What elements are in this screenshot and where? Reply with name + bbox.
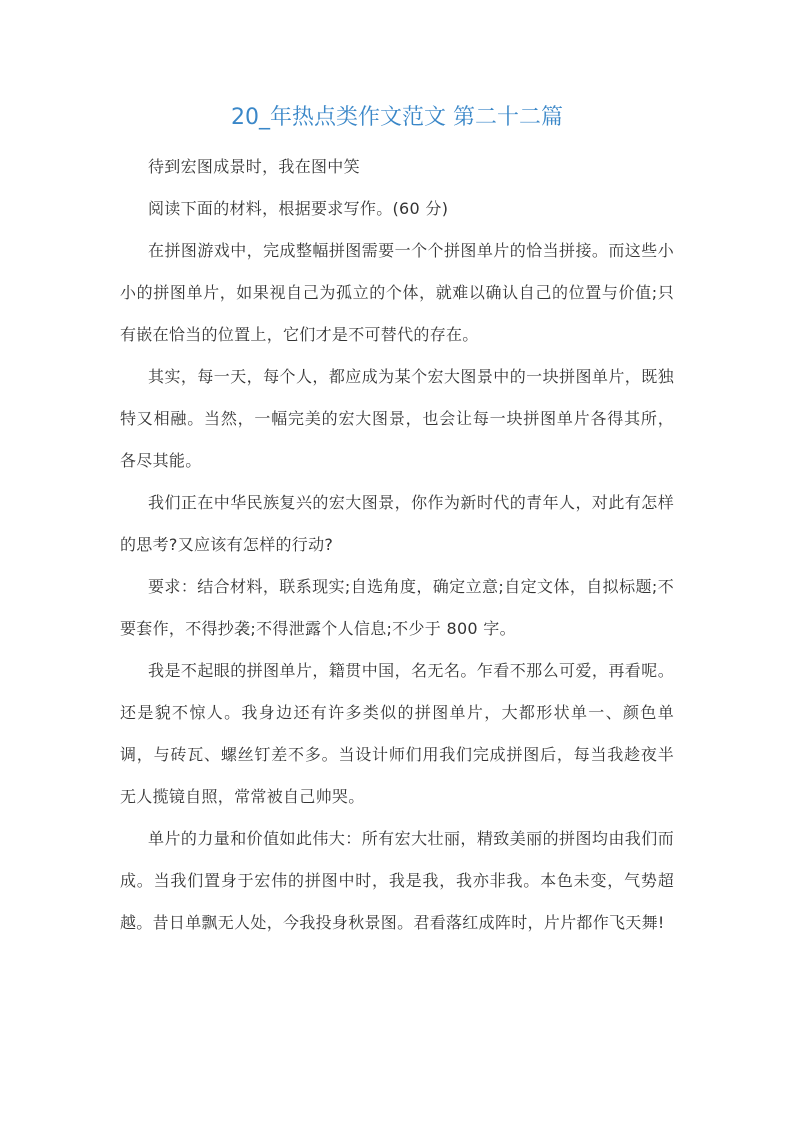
paragraph-requirements: 要求：结合材料，联系现实;自选角度，确定立意;自定文体，自拟标题;不要套作，不得抄袭;不得泄露个人信息;不少于 800 字。 <box>120 577 674 638</box>
paragraph-material-2: 其实，每一天，每个人，都应成为某个宏大图景中的一块拼图单片，既独特又相融。当然，一幅完美的宏大图景，也会让每一块拼图单片各得其所，各尽其能。 <box>120 367 674 470</box>
page-title: 20_年热点类作文范文 第二十二篇 <box>231 105 563 130</box>
paragraph-essay-2: 单片的力量和价值如此伟大：所有宏大壮丽，精致美丽的拼图均由我们而成。当我们置身于宏伟的拼图中时，我是我，我亦非我。本色未变，气势超越。昔日单飘无人处，今我投身秋景图。君看落红成阵时，片片都作飞天舞! <box>120 829 674 932</box>
paragraph-instruction: 阅读下面的材料，根据要求写作。(60 分) <box>148 199 449 218</box>
paragraph-question: 我们正在中华民族复兴的宏大图景，你作为新时代的青年人，对此有怎样的思考?又应该有怎样的行动? <box>120 493 674 554</box>
paragraph-essay-1: 我是不起眼的拼图单片，籍贯中国，名无名。乍看不那么可爱，再看呢。还是貌不惊人。我身边还有许多类似的拼图单片，大都形状单一、颜色单调，与砖瓦、螺丝钉差不多。当设计师们用我们完成拼图后，每当我趁夜半无人揽镜自照，常常被自己帅哭。 <box>120 661 674 806</box>
paragraph-material-1: 在拼图游戏中，完成整幅拼图需要一个个拼图单片的恰当拼接。而这些小小的拼图单片，如果视自己为孤立的个体，就难以确认自己的位置与价值;只有嵌在恰当的位置上，它们才是不可替代的存在。 <box>120 241 674 344</box>
paragraph-subtitle: 待到宏图成景时，我在图中笑 <box>148 157 360 176</box>
article-body <box>120 146 674 944</box>
